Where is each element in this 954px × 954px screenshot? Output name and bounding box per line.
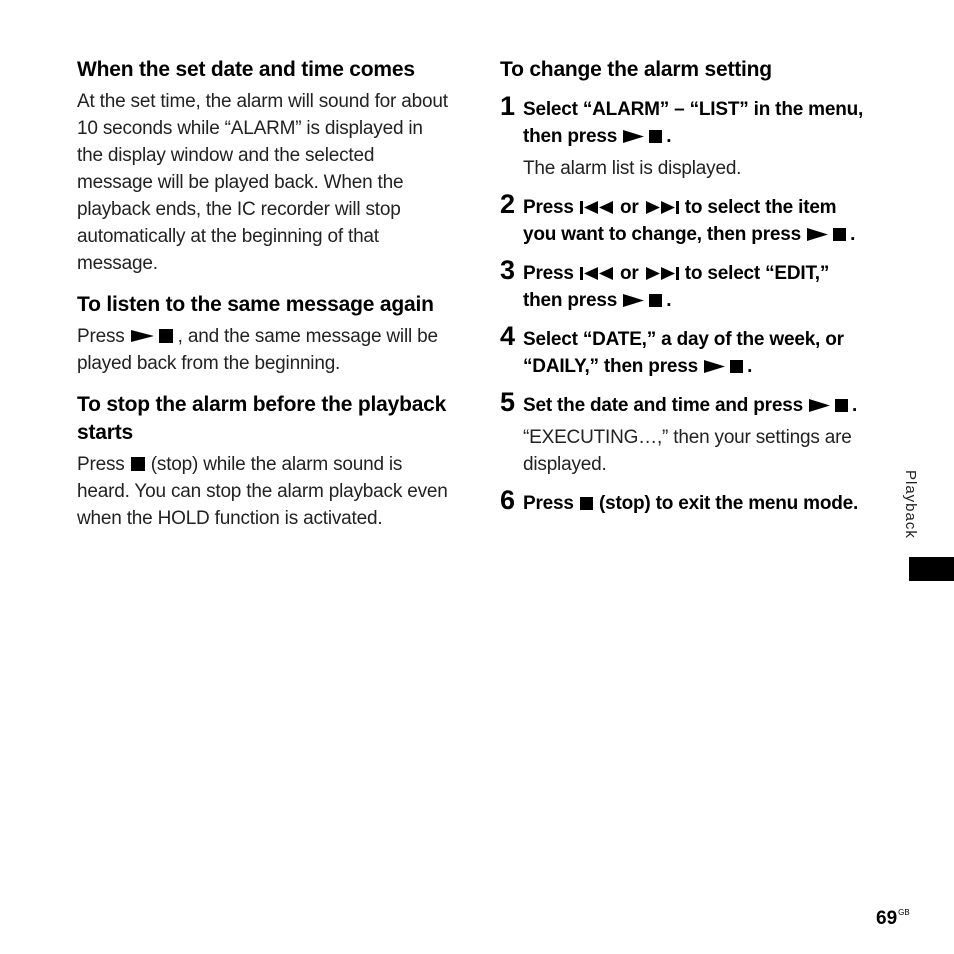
step-text-part: (stop) to exit the menu mode. [598, 493, 859, 514]
text-listen-after: , and the same message will be played back from the beginning. [77, 326, 438, 374]
section-alarm-comes [77, 56, 453, 277]
step-text-part: . [747, 356, 753, 377]
step-3 [500, 255, 872, 314]
step-4 [500, 321, 872, 380]
text-listen-before: Press [77, 326, 125, 347]
play-stop-icon [806, 227, 850, 242]
page-number [876, 908, 910, 930]
heading-listen-again: To listen to the same message again [77, 293, 434, 316]
step-text-part: Select “ALARM” – “LIST” in the menu, then press [523, 99, 864, 147]
step-text-part: Select “DATE,” a day of the week, or “DAILY,” then press [523, 329, 844, 377]
right-column [500, 56, 872, 529]
step-description: “EXECUTING…,” then your settings are displayed. [523, 427, 852, 475]
next-track-icon [644, 200, 680, 215]
stop-icon [130, 456, 146, 472]
play-stop-icon [703, 359, 747, 374]
step-text [523, 194, 872, 248]
step-number: 1 [500, 91, 516, 121]
step-number: 4 [500, 321, 516, 351]
play-stop-icon [622, 129, 666, 144]
step-5 [500, 387, 872, 478]
step-number: 2 [500, 189, 516, 219]
text-alarm-comes: At the set time, the alarm will sound for about 10 seconds while “ALARM” is displayed in the display window and the selected message will be played back. When the playback ends, the IC recorder will stop automatically at the beginning of that message. [77, 91, 448, 274]
step-text-part: . [666, 126, 672, 147]
section-listen-again [77, 291, 453, 377]
play-stop-icon [622, 293, 666, 308]
play-stop-icon [130, 328, 178, 344]
side-tab-label: Playback [902, 470, 919, 539]
step-6 [500, 485, 872, 517]
page-number-suffix: GB [898, 908, 910, 917]
stop-icon [579, 496, 594, 511]
heading-alarm-comes: When the set date and time comes [77, 58, 415, 81]
step-text [523, 392, 872, 419]
step-description: The alarm list is displayed. [523, 158, 742, 179]
text-stop-before: Press [77, 454, 125, 475]
page-number-value: 69 [876, 908, 898, 929]
step-text [523, 326, 872, 380]
previous-track-icon [579, 266, 615, 281]
step-text-part: . [850, 224, 856, 245]
step-text-part: or [619, 263, 639, 284]
play-stop-icon [808, 398, 852, 413]
heading-change-alarm: To change the alarm setting [500, 58, 772, 81]
step-number: 3 [500, 255, 516, 285]
step-number: 6 [500, 485, 516, 515]
step-text-part: . [852, 395, 858, 416]
step-text-part: . [666, 290, 672, 311]
step-text [523, 260, 872, 314]
section-stop-alarm [77, 391, 453, 532]
previous-track-icon [579, 200, 615, 215]
heading-stop-alarm: To stop the alarm before the playback starts [77, 393, 447, 444]
left-column [77, 56, 453, 546]
step-text-part: Press [523, 263, 574, 284]
step-text [523, 490, 872, 517]
step-text-part: Press [523, 197, 574, 218]
step-text-part: to select the item you want to change, then press [523, 197, 837, 245]
next-track-icon [644, 266, 680, 281]
step-2 [500, 189, 872, 248]
step-1 [500, 91, 872, 182]
text-listen-again [77, 323, 453, 377]
side-tab-marker [909, 557, 954, 581]
text-stop-after: (stop) while the alarm sound is heard. You can stop the alarm playback even when the HOLD function is activated. [77, 454, 448, 529]
step-text-part: to select “EDIT,” then press [523, 263, 830, 311]
step-text-part: Set the date and time and press [523, 395, 803, 416]
step-text-part: or [619, 197, 639, 218]
step-text-part: Press [523, 493, 574, 514]
text-stop-alarm [77, 451, 453, 532]
step-number: 5 [500, 387, 516, 417]
step-text [523, 96, 872, 150]
